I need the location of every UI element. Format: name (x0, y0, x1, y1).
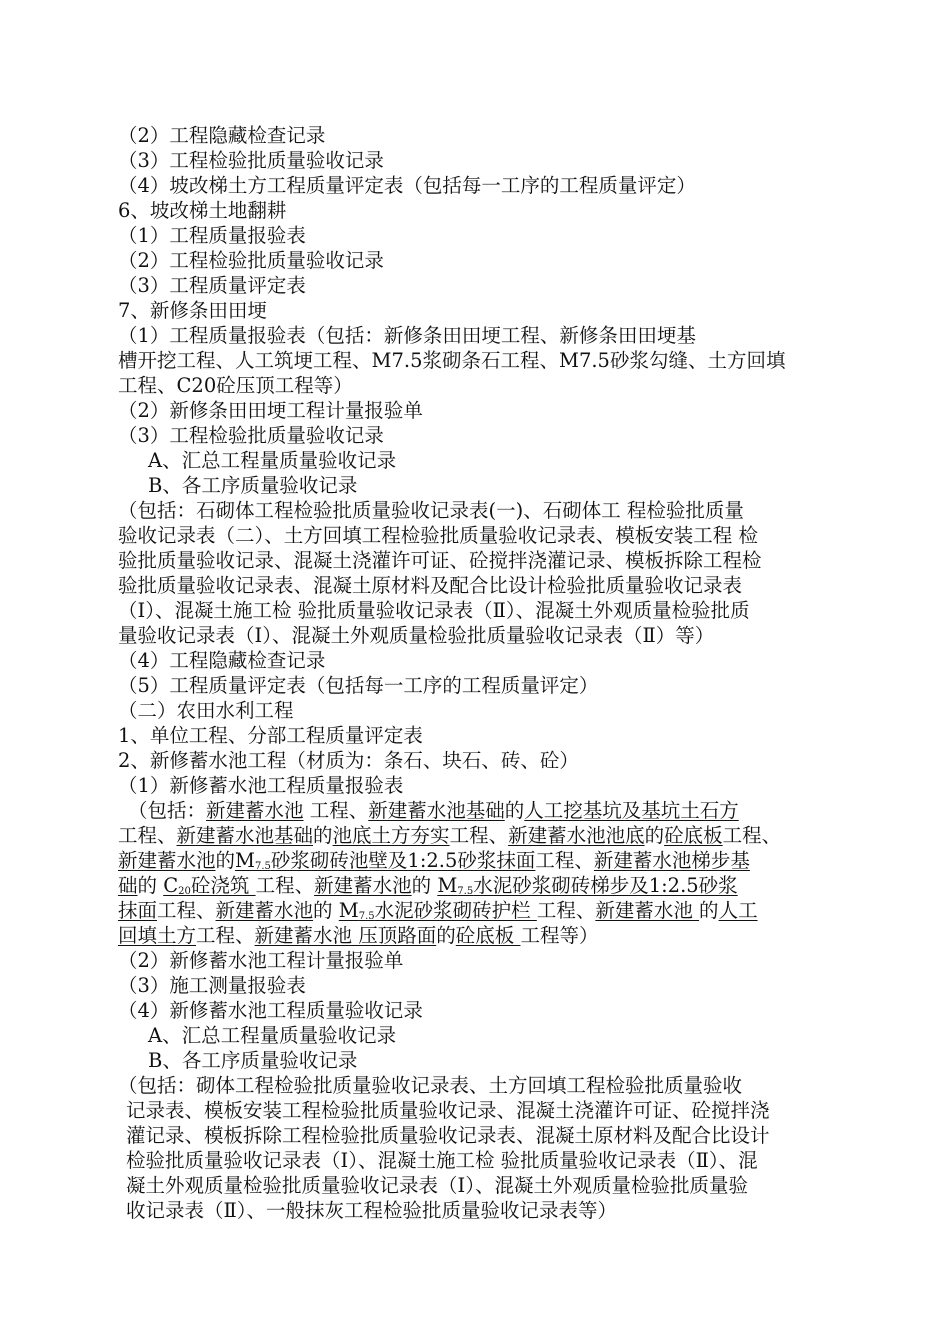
text-run: （包括： (128, 799, 207, 822)
text-line: 检验批质量验收记录表（Ⅰ）、混凝土施工检 验批质量验收记录表（Ⅱ）、混 (126, 1149, 758, 1172)
text-run: 的 (699, 899, 719, 922)
text-run: 的 (644, 824, 665, 847)
text-line: （4）坡改梯土方工程质量评定表（包括每一工序的工程质量评定） (118, 174, 696, 197)
text-line: （2）新修条田田埂工程计量报验单 (118, 399, 423, 422)
text-line: B、各工序质量验收记录 (148, 1049, 358, 1072)
subscript: 7.5 (457, 886, 474, 897)
text-line: 1、单位工程、分部工程质量评定表 (118, 724, 423, 747)
text-run: 的 (504, 799, 525, 822)
pool-items-line (128, 799, 739, 823)
text-run: 工程等） (520, 924, 599, 947)
text-run: 工程、 (536, 899, 596, 922)
text-line: A、汇总工程量质量验收记录 (148, 449, 397, 472)
underlined-term: 人工挖基坑及基坑土石方 (524, 799, 739, 822)
underlined-term (235, 849, 535, 872)
text-run: 的 (436, 924, 456, 947)
text-run: 水泥砂浆砌砖梯步及1:2.5砂浆 (473, 874, 738, 897)
text-run: 砂浆砌砖池壁及1:2.5砂浆抹面 (270, 849, 536, 872)
text-line: （Ⅰ）、混凝土施工检 验批质量验收记录表（Ⅱ）、混凝土外观质量检验批质 (118, 599, 750, 622)
text-run: 工程、 (449, 824, 509, 847)
text-line: （4）工程隐藏检查记录 (118, 649, 326, 672)
text-run: 的 (411, 874, 438, 897)
pool-items-line (118, 924, 598, 948)
underlined-term: 础 (118, 874, 138, 897)
text-run: M (338, 899, 359, 922)
text-line: （1）新修蓄水池工程质量报验表 (118, 774, 404, 797)
section-heading: （二）农田水利工程 (118, 699, 294, 722)
text-line: （2）工程隐藏检查记录 (118, 124, 326, 147)
text-run: C (163, 874, 179, 897)
underlined-term: 抹面 (118, 899, 158, 922)
text-line: （3）工程检验批质量验收记录 (118, 424, 384, 447)
text-run: 砼浇筑 (190, 874, 256, 897)
text-line: 记录表、模板安装工程检验批质量验收记录、混凝土浇灌许可证、砼搅拌浇 (126, 1099, 770, 1122)
text-line: （3）施工测量报验表 (118, 974, 306, 997)
text-line: 验批质量验收记录表、混凝土原材料及配合比设计检验批质量验收记录表 (118, 574, 743, 597)
underlined-term (339, 899, 537, 922)
text-line: （1）工程质量报验表 (118, 224, 306, 247)
underlined-term: 新建蓄水池基础 (368, 799, 505, 822)
underlined-term: 池底土方夯实 (332, 824, 450, 847)
text-line: 灌记录、模板拆除工程检验批质量验收记录表、混凝土原材料及配合比设计 (126, 1124, 770, 1147)
underlined-term: 新建蓄水池 (215, 899, 314, 922)
underlined-term: 人工 (718, 899, 758, 922)
underlined-term: 新建蓄水池池底 (508, 824, 645, 847)
text-line: （2）新修蓄水池工程计量报验单 (118, 949, 404, 972)
underlined-term: 新建蓄水池 (118, 849, 216, 872)
underlined-term: 砼底板 (664, 824, 723, 847)
text-line: （5）工程质量评定表（包括每一工序的工程质量评定） (118, 674, 599, 697)
underlined-term: 新建蓄水池 (595, 899, 700, 922)
section-heading: 7、新修条田田埂 (118, 299, 267, 322)
text-run: 的 (313, 899, 339, 922)
underlined-term: 回填土方 (118, 924, 197, 947)
underlined-term: 新建蓄水池梯步基 (593, 849, 750, 872)
text-run: 水泥砂浆砌砖护栏 (374, 899, 537, 922)
text-line: （包括：石砌体工程检验批质量验收记录表(一)、石砌体工 程检验批质量 (118, 499, 744, 522)
underlined-term: 新建蓄水池 (314, 874, 412, 897)
text-line: （2）工程检验批质量验收记录 (118, 249, 384, 272)
text-line: 收记录表（Ⅱ）、一般抹灰工程检验批质量验收记录表等） (126, 1199, 618, 1222)
underlined-term (163, 874, 255, 897)
text-line: 槽开挖工程、人工筑埂工程、M7.5浆砌条石工程、M7.5砂浆勾缝、土方回填 (118, 349, 786, 372)
text-line: （包括：砌体工程检验批质量验收记录表、土方回填工程检验批质量验收 (118, 1074, 743, 1097)
underlined-term: 砼底板 (455, 924, 521, 947)
text-line: 工程、C20砼压顶工程等） (118, 374, 353, 397)
underlined-term: 新建蓄水池 (206, 799, 304, 822)
text-line: 量验收记录表（Ⅰ）、混凝土外观质量检验批质量验收记录表（Ⅱ）等） (118, 624, 715, 647)
text-line: （1）工程质量报验表（包括：新修条田田埂工程、新修条田田埂基 (118, 324, 696, 347)
text-line: （3）工程检验批质量验收记录 (118, 149, 384, 172)
text-line: 验收记录表（二）、土方回填工程检验批质量验收记录表、模板安装工程 检 (118, 524, 758, 547)
pool-items-line (118, 824, 781, 848)
subscript: 20 (178, 886, 191, 897)
text-line: A、汇总工程量质量验收记录 (148, 1024, 397, 1047)
subscript: 7.5 (255, 861, 271, 872)
text-run: 工程、 (118, 824, 177, 847)
subscript: 7.5 (358, 911, 375, 922)
text-run: M (235, 849, 255, 872)
text-line: 验批质量验收记录、混凝土浇灌许可证、砼搅拌浇灌记录、模板拆除工程检 (118, 549, 762, 572)
text-run: 工程、 (196, 924, 255, 947)
text-run: 工程、 (255, 874, 315, 897)
text-line: （4）新修蓄水池工程质量验收记录 (118, 999, 423, 1022)
text-run: 的 (215, 849, 236, 872)
text-line: B、各工序质量验收记录 (148, 474, 358, 497)
text-run: 的 (137, 874, 164, 897)
section-heading: 6、坡改梯土地翻耕 (118, 199, 287, 222)
underlined-term: 新建蓄水池基础 (176, 824, 314, 847)
text-line: 2、新修蓄水池工程（材质为：条石、块石、砖、砼） (118, 749, 579, 772)
text-line: 凝土外观质量检验批质量验收记录表（Ⅰ）、混凝土外观质量检验批质量验 (126, 1174, 748, 1197)
text-run: 的 (313, 824, 333, 847)
underlined-term (437, 874, 737, 897)
text-run: 工程、 (722, 824, 782, 847)
text-run: 工程、 (303, 799, 369, 822)
text-run: 工程、 (157, 899, 216, 922)
text-run: 工程、 (535, 849, 594, 872)
text-run: M (437, 874, 458, 897)
underlined-term: 新建蓄水池 压顶路面 (254, 924, 437, 947)
text-line: （3）工程质量评定表 (118, 274, 306, 297)
